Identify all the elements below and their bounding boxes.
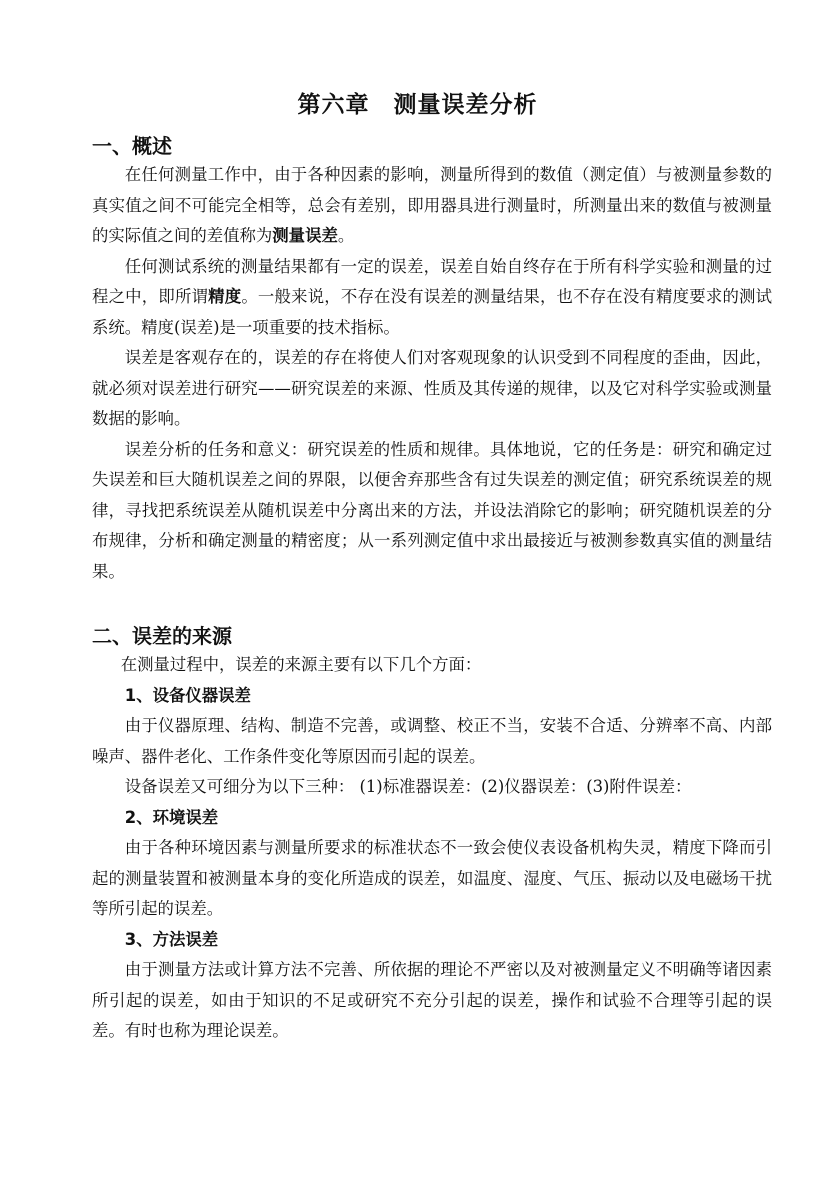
section-error-sources — [92, 622, 772, 1047]
paragraph: 在任何测量工作中，由于各种因素的影响，测量所得到的数值（测定值）与被测量参数的真实值之间不可能完全相等，总会有差别，即用器具进行测量时，所测量出来的数值与被测量的实际值之间的差值称为测量误差。 — [92, 165, 772, 245]
section-heading: 二、误差的来源 — [92, 624, 232, 648]
paragraph: 误差分析的任务和意义：研究误差的性质和规律。具体地说，它的任务是：研究和确定过失误差和巨大随机误差之间的界限，以便舍弃那些含有过失误差的测定值；研究系统误差的规律，寻找把系统误差从随机误差中分离出来的方法，并设法消除它的影响；研究随机误差的分布规律，分析和确定测量的精密度；从一系列测定值中求出最接近与被测参数真实值的测量结果。 — [92, 439, 772, 581]
paragraph: 由于各种环境因素与测量所要求的标准状态不一致会使仪表设备机构失灵，精度下降而引起的测量装置和被测量本身的变化所造成的误差，如温度、湿度、气压、振动以及电磁场干扰等所引起的误差。 — [92, 838, 772, 918]
section-overview — [92, 132, 772, 587]
paragraph: 由于测量方法或计算方法不完善、所依据的理论不严密以及对被测量定义不明确等诸因素所引起的误差，如由于知识的不足或研究不充分引起的误差，操作和试验不合理等引起的误差。有时也称为理论误差。 — [92, 960, 772, 1040]
subsection-title: 3、方法误差 — [124, 929, 219, 949]
paragraph: 误差是客观存在的，误差的存在将使人们对客观现象的认识受到不同程度的歪曲，因此，就必须对误差进行研究——研究误差的来源、性质及其传递的规律，以及它对科学实验或测量数据的影响。 — [92, 348, 772, 428]
section-heading: 一、概述 — [92, 134, 172, 158]
paragraph: 由于仪器原理、结构、制造不完善，或调整、校正不当，安装不合适、分辨率不高、内部噪声、器件老化、工作条件变化等原因而引起的误差。 — [92, 716, 772, 766]
bold-term: 测量误差 — [272, 226, 338, 245]
subsection-title: 1、设备仪器误差 — [124, 685, 251, 705]
paragraph: 设备误差又可细分为以下三种： (1)标准器误差：(2)仪器误差：(3)附件误差： — [124, 777, 692, 796]
paragraph: 任何测试系统的测量结果都有一定的误差，误差自始自终存在于所有科学实验和测量的过程之中，即所谓精度。一般来说，不存在没有误差的测量结果，也不存在没有精度要求的测试系统。精度(误差)是一项重要的技术指标。 — [92, 256, 773, 337]
chapter-title: 第六章 测量误差分析 — [297, 92, 538, 118]
subsection-title: 2、环境误差 — [124, 807, 219, 827]
section-intro: 在测量过程中，误差的来源主要有以下几个方面： — [120, 655, 482, 674]
bold-term: 精度 — [208, 287, 242, 306]
